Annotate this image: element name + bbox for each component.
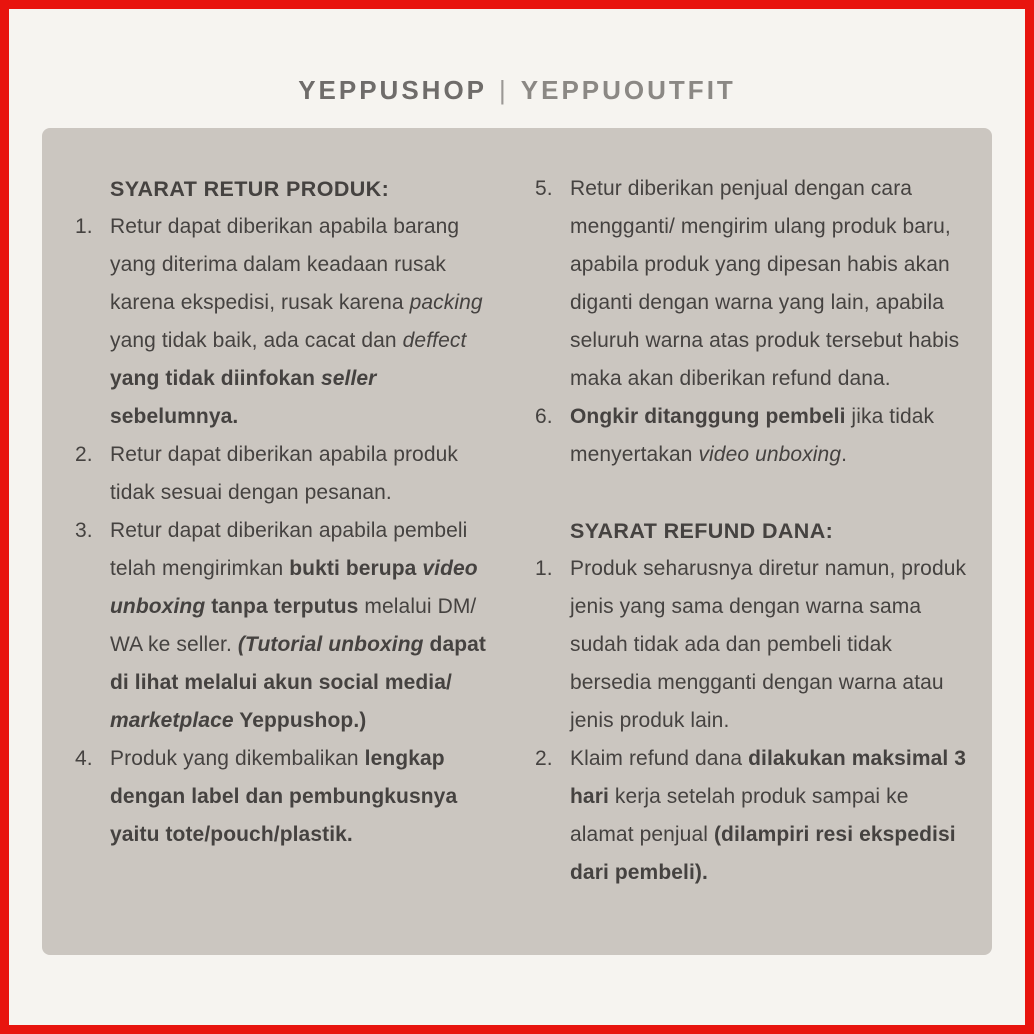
policy-item xyxy=(535,550,968,740)
text-run: dilakukan maksimal 3 hari xyxy=(570,747,967,808)
brand-header xyxy=(9,75,1025,106)
text-run: seller xyxy=(320,367,377,390)
text-run: . xyxy=(841,443,848,466)
text-run: Retur dapat diberikan apabila barang yang diterima dalam keadaan rusak karena ekspedisi, rusak karena xyxy=(110,215,460,314)
item-number: 1. xyxy=(75,215,93,238)
brand-separator: | xyxy=(499,75,509,105)
policy-card xyxy=(42,128,992,955)
text-run: video unboxing xyxy=(698,443,842,466)
text-run: Yeppushop.) xyxy=(233,709,367,732)
text-run: sebelumnya. xyxy=(110,405,239,428)
item-text xyxy=(570,740,968,892)
text-run: yang tidak baik, ada cacat dan xyxy=(110,329,403,352)
section-heading: SYARAT RETUR PRODUK: xyxy=(110,177,390,201)
item-number: 4. xyxy=(75,747,93,770)
item-number: 5. xyxy=(535,177,553,200)
text-run: dapat di lihat melalui akun social media/ xyxy=(110,633,487,694)
text-run: tanpa terputus xyxy=(205,595,359,618)
text-run: video unboxing xyxy=(110,557,478,618)
item-number: 2. xyxy=(75,443,93,466)
policy-item xyxy=(535,398,968,474)
paper-background xyxy=(9,9,1025,1025)
policy-column-left xyxy=(75,170,507,955)
item-text xyxy=(110,512,507,740)
text-run: (Tutorial unboxing xyxy=(237,633,424,656)
item-number: 2. xyxy=(535,747,553,770)
text-run: Retur dapat diberikan apabila produk tidak sesuai dengan pesanan. xyxy=(110,443,458,504)
item-text xyxy=(570,170,968,398)
policy-item xyxy=(535,740,968,892)
section-heading: SYARAT REFUND DANA: xyxy=(570,519,834,543)
item-text xyxy=(570,550,968,740)
text-run: Klaim refund dana xyxy=(570,747,749,770)
text-run: lengkap dengan label dan pembungkusnya yaitu tote/pouch/plastik. xyxy=(110,747,458,846)
text-run: Produk seharusnya diretur namun, produk jenis yang sama dengan warna sama sudah tidak ada dan pembeli tidak bersedia mengganti dengan warna atau jenis produk lain. xyxy=(570,557,967,732)
text-run: melalui DM/ WA ke seller. xyxy=(110,595,477,656)
text-run: marketplace xyxy=(110,709,234,732)
text-run: kerja setelah produk sampai ke alamat penjual xyxy=(570,785,909,846)
item-text xyxy=(110,208,507,436)
text-run: yang tidak diinfokan xyxy=(110,367,321,390)
policy-item xyxy=(535,170,968,398)
policy-column-right xyxy=(535,170,968,955)
text-run: (dilampiri resi ekspedisi dari pembeli). xyxy=(570,823,956,884)
brand-name-yeppuoutfit: YEPPUOUTFIT xyxy=(520,75,736,105)
text-run: Retur dapat diberikan apabila pembeli telah mengirimkan xyxy=(110,519,468,580)
text-run: deffect xyxy=(402,329,467,352)
policy-item xyxy=(75,740,507,854)
item-text xyxy=(110,740,507,854)
text-run: Produk yang dikembalikan xyxy=(110,747,365,770)
policy-item xyxy=(75,512,507,740)
policy-item xyxy=(75,208,507,436)
text-run: Retur diberikan penjual dengan cara mengganti/ mengirim ulang produk baru, apabila produk yang dipesan habis akan diganti dengan warna yang lain, apabila seluruh warna atas produk tersebut habis maka akan diberikan refund dana. xyxy=(570,177,960,390)
text-run: Ongkir ditanggung pembeli xyxy=(570,405,846,428)
text-run: bukti berupa xyxy=(289,557,423,580)
item-text xyxy=(570,398,968,474)
item-number: 6. xyxy=(535,405,553,428)
brand-name-yeppushop: YEPPUSHOP xyxy=(298,75,488,105)
policy-item xyxy=(75,436,507,512)
item-number: 1. xyxy=(535,557,553,580)
item-text xyxy=(110,436,507,512)
text-run: jika tidak menyertakan xyxy=(570,405,935,466)
item-number: 3. xyxy=(75,519,93,542)
text-run: packing xyxy=(409,291,483,314)
